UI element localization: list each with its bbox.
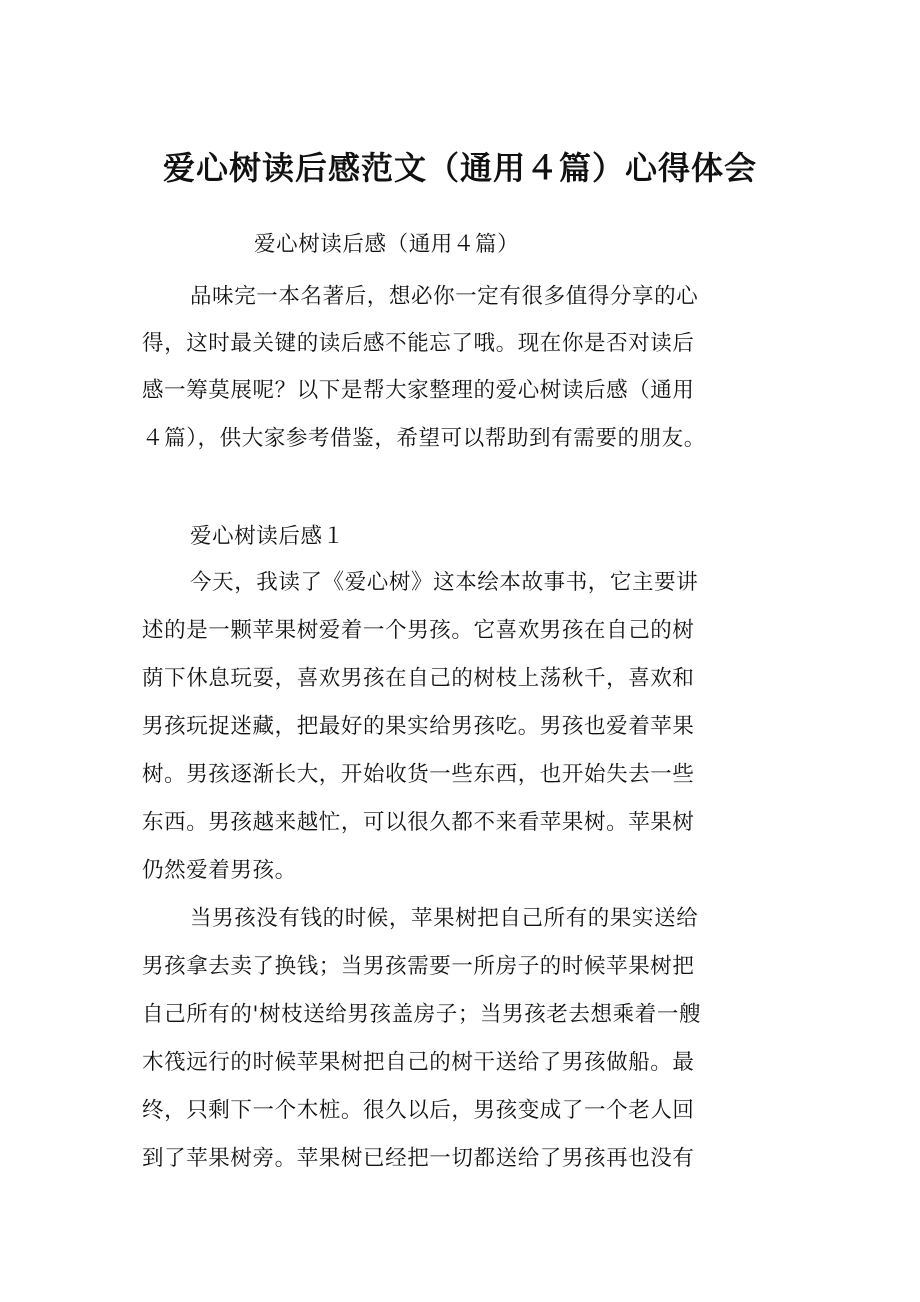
section-heading: 爱心树读后感１ — [190, 524, 345, 549]
paragraph-line: 当男孩没有钱的时候，苹果树把自己所有的果实送给 — [190, 906, 699, 931]
paragraph-line: 男孩玩捉迷藏，把最好的果实给男孩吃。男孩也爱着苹果 — [142, 714, 695, 739]
paragraph-line: 终，只剩下一个木桩。很久以后，男孩变成了一个老人回 — [142, 1098, 695, 1123]
paragraph-line: 荫下休息玩耍，喜欢男孩在自己的树枝上荡秋千，喜欢和 — [142, 666, 695, 691]
paragraph-line: 木筏远行的时候苹果树把自己的树干送给了男孩做船。最 — [142, 1050, 695, 1075]
paragraph-line: 自己所有的'树枝送给男孩盖房子；当男孩老去想乘着一艘 — [142, 1002, 702, 1027]
paragraph-line: 树。男孩逐渐长大，开始收货一些东西，也开始失去一些 — [142, 762, 695, 787]
intro-line: 得，这时最关键的读后感不能忘了哦。现在你是否对读后 — [142, 331, 695, 356]
paragraph-line: 述的是一颗苹果树爱着一个男孩。它喜欢男孩在自己的树 — [142, 618, 695, 643]
paragraph-line: 今天，我读了《爱心树》这本绘本故事书，它主要讲 — [190, 570, 699, 595]
intro-line: 品味完一本名著后，想必你一定有很多值得分享的心 — [190, 284, 699, 309]
intro-line: ４篇），供大家参考借鉴，希望可以帮助到有需要的朋友。 — [142, 426, 706, 451]
page-title: 爱心树读后感范文（通用４篇）心得体会 — [162, 149, 757, 187]
paragraph-line: 仍然爱着男孩。 — [142, 858, 297, 883]
paragraph-line: 男孩拿去卖了换钱；当男孩需要一所房子的时候苹果树把 — [142, 954, 695, 979]
intro-line: 感一筹莫展呢？以下是帮大家整理的爱心树读后感（通用 — [142, 378, 695, 403]
paragraph-line: 东西。男孩越来越忙，可以很久都不来看苹果树。苹果树 — [142, 810, 695, 835]
paragraph-line: 到了苹果树旁。苹果树已经把一切都送给了男孩再也没有 — [142, 1146, 695, 1171]
document-subtitle: 爱心树读后感（通用４篇） — [254, 232, 520, 257]
